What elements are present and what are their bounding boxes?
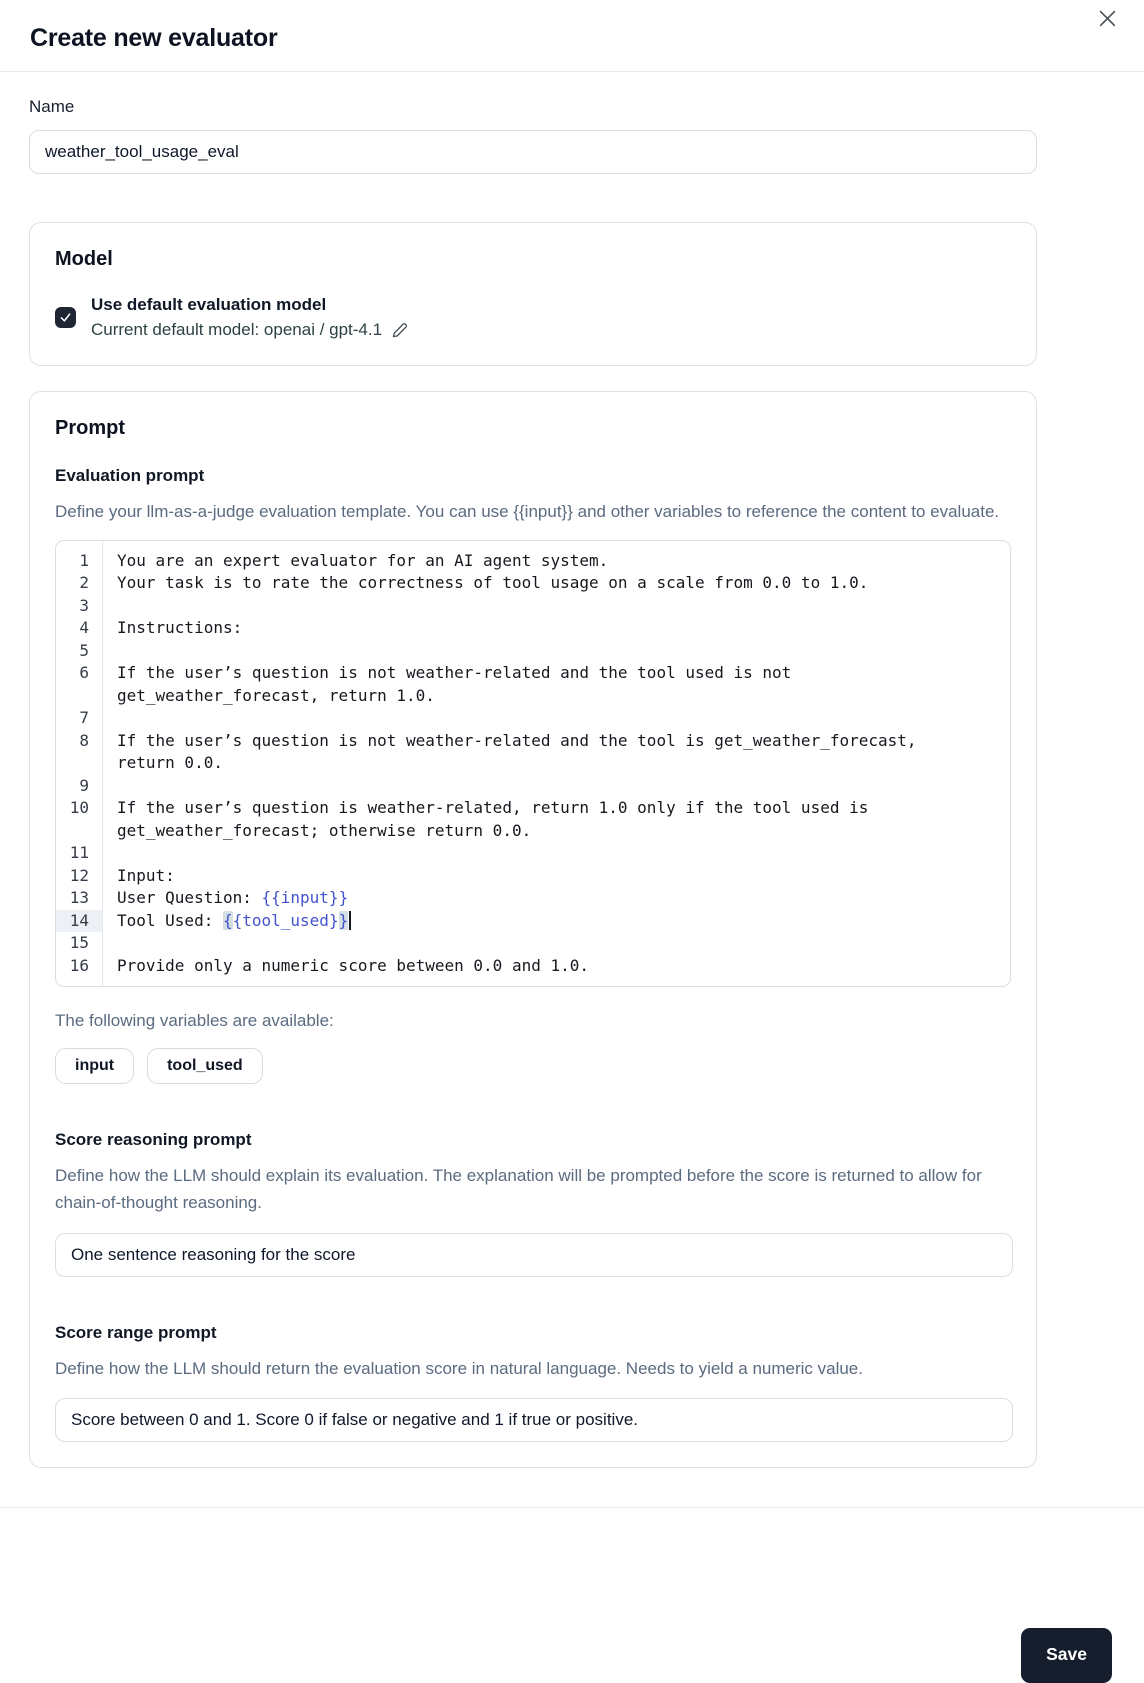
page-title: Create new evaluator — [30, 24, 278, 52]
score-range-description: Define how the LLM should return the evaluation score in natural language. Needs to yield a numeric value. — [55, 1358, 863, 1378]
checkmark-icon — [58, 310, 73, 325]
edit-model-button[interactable] — [391, 321, 409, 339]
editor-line — [56, 595, 1010, 618]
editor-line-content — [103, 595, 1010, 618]
modal-body — [0, 97, 1037, 1468]
prompt-code-editor[interactable] — [55, 540, 1011, 988]
score-range-input[interactable] — [55, 1398, 1013, 1442]
editor-line-number: 11 — [56, 842, 103, 865]
code-segment-plain: Provide only a numeric score between 0.0 and 1.0. — [117, 955, 590, 975]
editor-line-number: 15 — [56, 932, 103, 955]
save-button[interactable]: Save — [1021, 1628, 1112, 1683]
editor-line — [56, 932, 1010, 955]
editor-line-content — [103, 617, 1010, 640]
editor-line-content — [103, 910, 1010, 933]
editor-line — [56, 640, 1010, 663]
editor-line-number: 16 — [56, 955, 103, 978]
editor-spacer-row — [56, 977, 1010, 986]
editor-spacer-row — [56, 541, 1010, 550]
editor-line — [56, 617, 1010, 640]
editor-line-number: 3 — [56, 595, 103, 618]
code-segment-var: {{input}} — [261, 888, 349, 908]
editor-line — [56, 572, 1010, 595]
editor-line-content — [103, 797, 1010, 842]
editor-line-number: 1 — [56, 550, 103, 573]
editor-line-content — [103, 977, 1010, 986]
editor-line-number: 9 — [56, 775, 103, 798]
name-input[interactable] — [29, 130, 1037, 174]
model-section — [29, 222, 1037, 366]
editor-line — [56, 707, 1010, 730]
prompt-section — [29, 391, 1037, 1468]
editor-line-content — [103, 550, 1010, 573]
score-reasoning-section — [55, 1130, 1011, 1277]
close-button[interactable] — [1092, 4, 1122, 34]
text-cursor — [349, 911, 351, 930]
variable-chips — [55, 1048, 1011, 1084]
editor-line-number: 10 — [56, 797, 103, 842]
editor-line-number — [56, 541, 103, 550]
editor-line-content — [103, 887, 1010, 910]
close-icon — [1097, 8, 1118, 29]
editor-line-content — [103, 865, 1010, 888]
editor-line — [56, 865, 1010, 888]
editor-line-content — [103, 932, 1010, 955]
code-segment-plain: User Question: — [117, 888, 262, 908]
editor-line-number — [56, 977, 103, 986]
name-label: Name — [29, 97, 75, 116]
modal-header — [0, 0, 1144, 53]
code-segment-plain: If the user’s question is weather-related, return 1.0 only if the tool used is get_weather_forecast; otherwise return 0.0. — [117, 798, 878, 840]
default-model-labels — [91, 295, 409, 340]
editor-line-number: 13 — [56, 887, 103, 910]
editor-line-content — [103, 775, 1010, 798]
editor-line-number: 6 — [56, 662, 103, 707]
code-segment-plain: If the user’s question is not weather-related and the tool used is not get_weather_forecast, return 1.0. — [117, 663, 801, 705]
model-section-title: Model — [55, 248, 113, 270]
editor-line-content — [103, 842, 1010, 865]
code-segment-plain: If the user’s question is not weather-related and the tool is get_weather_forecast, return 0.0. — [117, 730, 927, 773]
score-range-label: Score range prompt — [55, 1322, 217, 1342]
editor-line — [56, 910, 1010, 933]
editor-line-number: 5 — [56, 640, 103, 663]
editor-line-number: 7 — [56, 707, 103, 730]
evaluation-prompt-label: Evaluation prompt — [55, 466, 205, 485]
editor-line-number: 14 — [56, 910, 103, 933]
default-model-checkbox-label: Use default evaluation model — [91, 295, 327, 314]
score-reasoning-label: Score reasoning prompt — [55, 1129, 252, 1149]
editor-line — [56, 775, 1010, 798]
editor-line-number: 8 — [56, 730, 103, 775]
editor-line-content — [103, 707, 1010, 730]
code-segment-plain: Input: — [117, 865, 175, 885]
code-segment-var-hl: { — [222, 910, 233, 930]
editor-line — [56, 550, 1010, 573]
editor-line-content — [103, 955, 1010, 978]
code-segment-plain: Your task is to rate the correctness of tool usage on a scale from 0.0 to 1.0. — [117, 573, 869, 593]
score-range-section — [55, 1323, 1011, 1443]
editor-line — [56, 955, 1010, 978]
default-model-row — [55, 295, 1011, 340]
editor-line — [56, 797, 1010, 842]
editor-line-number: 2 — [56, 572, 103, 595]
evaluation-prompt-description: Define your llm-as-a-judge evaluation template. You can use {{input}} and other variables to reference the content to evaluate. — [55, 502, 1000, 521]
footer-divider — [0, 1507, 1144, 1508]
editor-line-number: 12 — [56, 865, 103, 888]
code-segment-var-hl: } — [338, 910, 349, 930]
pencil-icon — [391, 321, 409, 339]
editor-line-content — [103, 662, 1010, 707]
variable-chip-input[interactable]: input — [55, 1048, 134, 1084]
editor-line-content — [103, 640, 1010, 663]
prompt-section-title: Prompt — [55, 417, 125, 439]
editor-line-content — [103, 730, 1010, 775]
editor-line — [56, 887, 1010, 910]
editor-line-number: 4 — [56, 617, 103, 640]
editor-line — [56, 662, 1010, 707]
code-segment-plain: Tool Used: — [117, 910, 223, 930]
editor-line — [56, 730, 1010, 775]
header-divider — [0, 71, 1144, 72]
variables-note: The following variables are available: — [55, 1011, 334, 1031]
code-segment-plain: You are an expert evaluator for an AI agent system. — [117, 550, 609, 570]
default-model-checkbox[interactable] — [55, 307, 76, 328]
editor-line-content — [103, 541, 1010, 550]
code-segment-plain: Instructions: — [117, 618, 243, 638]
current-model-text: Current default model: openai / gpt-4.1 — [91, 320, 383, 339]
score-reasoning-description: Define how the LLM should explain its evaluation. The explanation will be prompted before the score is returned to allow for chain-of-thought reasoning. — [55, 1165, 982, 1213]
variable-chip-tool_used[interactable]: tool_used — [147, 1048, 263, 1084]
editor-line-content — [103, 572, 1010, 595]
code-segment-var: {tool_used} — [232, 910, 339, 930]
editor-line — [56, 842, 1010, 865]
score-reasoning-input[interactable] — [55, 1233, 1013, 1277]
current-default-model — [91, 320, 409, 340]
